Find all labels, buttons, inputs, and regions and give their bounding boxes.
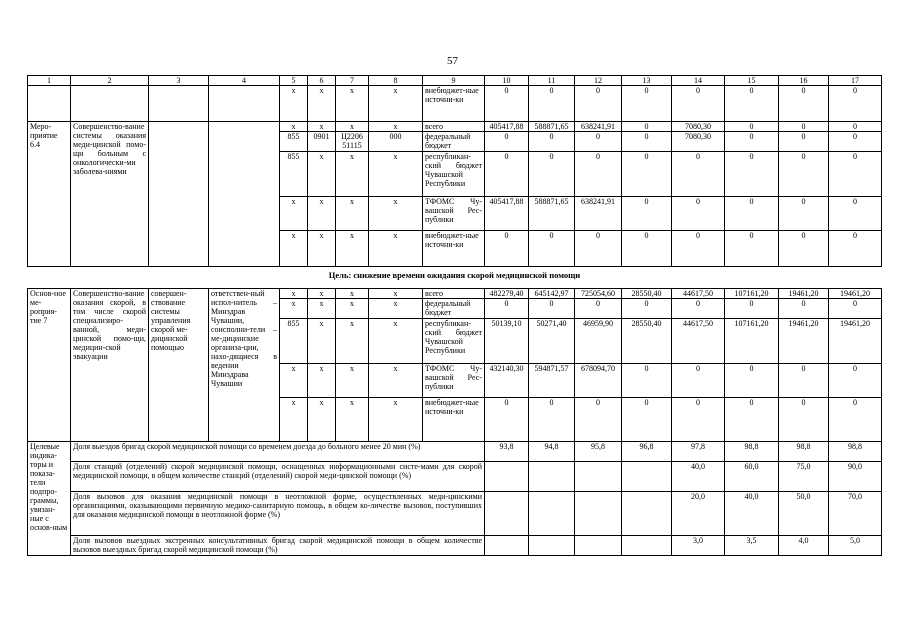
- code-cell: х: [280, 231, 308, 267]
- code-cell: х: [308, 364, 336, 398]
- value-cell: 0: [672, 197, 725, 231]
- empty-cell: [28, 86, 71, 122]
- code-cell: х: [280, 299, 308, 319]
- column-number: 15: [725, 76, 779, 86]
- value-cell: 0: [485, 132, 529, 152]
- indicator-value: 60,0: [725, 462, 779, 492]
- measure-name: Совершенство-вание оказания скорой, в том числе скорой специализиро-ванной, меди-цинской помо-щи, медицин-ской эвакуации: [71, 289, 149, 442]
- value-cell: 0: [575, 132, 622, 152]
- value-cell: 0: [485, 86, 529, 122]
- value-cell: 678094,70: [575, 364, 622, 398]
- funding-source: федеральный бюджет: [423, 132, 485, 152]
- indicator-value: [485, 536, 529, 556]
- code-cell: х: [369, 197, 423, 231]
- value-cell: 405417,88: [485, 197, 529, 231]
- value-cell: 0: [829, 122, 882, 132]
- value-cell: 44617,50: [672, 289, 725, 299]
- code-cell: х: [280, 86, 308, 122]
- column-number: 1: [28, 76, 71, 86]
- column-number-row: [28, 76, 882, 86]
- code-cell: х: [308, 398, 336, 442]
- code-cell: х: [280, 289, 308, 299]
- code-cell: х: [336, 86, 369, 122]
- value-cell: 645142,97: [529, 289, 575, 299]
- page-number: 57: [447, 55, 458, 67]
- value-cell: 0: [622, 86, 672, 122]
- value-cell: 0: [725, 86, 779, 122]
- indicator-row: [28, 536, 882, 556]
- value-cell: 588871,65: [529, 122, 575, 132]
- code-cell: Ц2206 51115: [336, 132, 369, 152]
- measure-name: Совершенство-вание системы оказания меди-цинской помо-щи больным с онкологически-ми заболева-ниями: [71, 122, 149, 267]
- value-cell: 107161,20: [725, 289, 779, 299]
- indicator-value: [529, 462, 575, 492]
- column-number: 6: [308, 76, 336, 86]
- value-cell: 0: [829, 132, 882, 152]
- value-cell: 0: [622, 398, 672, 442]
- value-cell: 0: [829, 152, 882, 197]
- value-cell: 638241,91: [575, 197, 622, 231]
- indicator-text: Доля вызовов выездных экстренных консультативных бригад скорой медицинской помощи в общем количестве вызовов выездных бригад скорой медицинской помощи (%): [71, 536, 485, 556]
- code-cell: х: [369, 319, 423, 364]
- value-cell: 0: [485, 398, 529, 442]
- code-cell: х: [369, 122, 423, 132]
- code-cell: х: [336, 364, 369, 398]
- value-cell: 46959,90: [575, 319, 622, 364]
- code-cell: х: [369, 86, 423, 122]
- indicator-value: [485, 462, 529, 492]
- value-cell: 0: [575, 231, 622, 267]
- value-cell: 0: [672, 231, 725, 267]
- indicator-value: 98,8: [779, 442, 829, 462]
- value-cell: 0: [725, 197, 779, 231]
- measure-label: Меро-приятие 6.4: [28, 122, 71, 267]
- funding-source: внебюджет-ные источни-ки: [423, 86, 485, 122]
- value-cell: 0: [779, 152, 829, 197]
- indicator-value: 5,0: [829, 536, 882, 556]
- indicator-value: 3,0: [672, 536, 725, 556]
- indicator-value: [575, 536, 622, 556]
- indicator-value: [529, 492, 575, 536]
- value-cell: 482279,40: [485, 289, 529, 299]
- funding-source: всего: [423, 122, 485, 132]
- indicator-value: 95,8: [575, 442, 622, 462]
- value-cell: 44617,50: [672, 319, 725, 364]
- code-cell: х: [336, 122, 369, 132]
- table-row: [28, 289, 882, 299]
- value-cell: 0: [529, 398, 575, 442]
- indicator-value: 96,8: [622, 442, 672, 462]
- value-cell: 50271,40: [529, 319, 575, 364]
- code-cell: 855: [280, 132, 308, 152]
- code-cell: х: [369, 299, 423, 319]
- column-number: 3: [149, 76, 209, 86]
- indicator-value: 40,0: [672, 462, 725, 492]
- value-cell: 0: [672, 398, 725, 442]
- column-number: 4: [209, 76, 280, 86]
- code-cell: х: [308, 319, 336, 364]
- indicator-text: Доля выездов бригад скорой медицинской помощи со временем доезда до больного менее 20 мин (%): [71, 442, 485, 462]
- responsible-executor: ответствен-ный испол-нитель – Минздрав Чувашии, соисполни-тели – ме-дицинские организа-ции, нахо-дящиеся в ведении Минздрава Чувашии: [209, 289, 280, 442]
- column-number: 8: [369, 76, 423, 86]
- value-cell: 0: [779, 231, 829, 267]
- column-number: 7: [336, 76, 369, 86]
- value-cell: 725054,60: [575, 289, 622, 299]
- value-cell: 0: [485, 231, 529, 267]
- value-cell: 0: [575, 152, 622, 197]
- funding-source: ТФОМС Чу-вашской Рес-публики: [423, 197, 485, 231]
- value-cell: 7080,30: [672, 132, 725, 152]
- value-cell: 107161,20: [725, 319, 779, 364]
- code-cell: х: [336, 319, 369, 364]
- code-cell: х: [308, 152, 336, 197]
- code-cell: х: [280, 122, 308, 132]
- indicator-value: [485, 492, 529, 536]
- indicator-text: Доля вызовов для оказания медицинской помощи в неотложной форме, осуществленных меди-цинскими организациями, оказывающими первичную медико-санитарную помощь, в общем ко-личестве вызовов, поступивших для оказания медицинской помощи в неотложной форме (%): [71, 492, 485, 536]
- code-cell: х: [308, 86, 336, 122]
- value-cell: 0: [829, 231, 882, 267]
- value-cell: 0: [779, 197, 829, 231]
- value-cell: 0: [529, 299, 575, 319]
- column-number: 11: [529, 76, 575, 86]
- value-cell: 19461,20: [829, 319, 882, 364]
- value-cell: 0: [725, 299, 779, 319]
- funding-source: республикан-ский бюджет Чувашской Республики: [423, 319, 485, 364]
- value-cell: 0: [622, 122, 672, 132]
- code-cell: 855: [280, 152, 308, 197]
- funding-source: федеральный бюджет: [423, 299, 485, 319]
- column-number: 14: [672, 76, 725, 86]
- code-cell: х: [308, 289, 336, 299]
- code-cell: х: [336, 289, 369, 299]
- indicator-value: [622, 536, 672, 556]
- code-cell: х: [369, 152, 423, 197]
- value-cell: 0: [575, 86, 622, 122]
- indicator-row: [28, 442, 882, 462]
- value-cell: 594871,57: [529, 364, 575, 398]
- value-cell: 638241,91: [575, 122, 622, 132]
- value-cell: 588871,65: [529, 197, 575, 231]
- indicator-value: 97,8: [672, 442, 725, 462]
- indicator-value: 70,0: [829, 492, 882, 536]
- funding-source: внебюджет-ные источни-ки: [423, 398, 485, 442]
- value-cell: 0: [672, 86, 725, 122]
- value-cell: 0: [725, 364, 779, 398]
- value-cell: 0: [725, 398, 779, 442]
- code-cell: х: [308, 197, 336, 231]
- code-cell: х: [280, 364, 308, 398]
- indicator-value: 40,0: [725, 492, 779, 536]
- column-number: 17: [829, 76, 882, 86]
- indicator-row: [28, 492, 882, 536]
- budget-table: [27, 75, 882, 556]
- table-row: [28, 122, 882, 132]
- value-cell: 0: [575, 299, 622, 319]
- value-cell: 19461,20: [779, 319, 829, 364]
- funding-source: внебюджет-ные источни-ки: [423, 231, 485, 267]
- value-cell: 0: [485, 299, 529, 319]
- value-cell: 0: [829, 364, 882, 398]
- column-number: 12: [575, 76, 622, 86]
- indicator-value: 3,5: [725, 536, 779, 556]
- column-number: 2: [71, 76, 149, 86]
- indicator-value: 75,0: [779, 462, 829, 492]
- value-cell: 0: [622, 231, 672, 267]
- indicator-value: [529, 536, 575, 556]
- code-cell: х: [308, 231, 336, 267]
- value-cell: 0: [529, 86, 575, 122]
- value-cell: 0: [529, 152, 575, 197]
- code-cell: х: [336, 197, 369, 231]
- empty-cell: [149, 86, 209, 122]
- value-cell: 0: [622, 132, 672, 152]
- column-number: 16: [779, 76, 829, 86]
- code-cell: х: [336, 299, 369, 319]
- code-cell: 855: [280, 319, 308, 364]
- value-cell: 0: [829, 299, 882, 319]
- indicator-value: 98,8: [829, 442, 882, 462]
- column-number: 9: [423, 76, 485, 86]
- value-cell: 0: [779, 86, 829, 122]
- indicator-value: 98,8: [725, 442, 779, 462]
- value-cell: 0: [779, 398, 829, 442]
- code-cell: х: [336, 231, 369, 267]
- value-cell: 50139,10: [485, 319, 529, 364]
- measure-label: Основ-ное ме-роприя-тие 7: [28, 289, 71, 442]
- code-cell: х: [308, 299, 336, 319]
- value-cell: 0: [725, 132, 779, 152]
- indicator-value: 20,0: [672, 492, 725, 536]
- indicator-row: [28, 462, 882, 492]
- value-cell: 0: [622, 364, 672, 398]
- empty-cell: [149, 122, 209, 267]
- code-cell: х: [369, 231, 423, 267]
- value-cell: 28550,40: [622, 289, 672, 299]
- code-cell: х: [336, 398, 369, 442]
- indicators-label: Целевые индика-торы и показа-тели подпро-граммы, увязан-ные с основ-ным: [28, 442, 71, 556]
- value-cell: 19461,20: [779, 289, 829, 299]
- table-row: [28, 86, 882, 122]
- value-cell: 0: [529, 132, 575, 152]
- code-cell: 0901: [308, 132, 336, 152]
- code-cell: х: [280, 197, 308, 231]
- value-cell: 0: [829, 86, 882, 122]
- indicator-value: 4,0: [779, 536, 829, 556]
- value-cell: 0: [725, 152, 779, 197]
- goal-row: [28, 267, 882, 289]
- value-cell: 432140,30: [485, 364, 529, 398]
- column-number: 13: [622, 76, 672, 86]
- value-cell: 0: [672, 364, 725, 398]
- value-cell: 0: [779, 132, 829, 152]
- value-cell: 0: [725, 122, 779, 132]
- expected-result: совершен-ствование системы управления скорой ме-дицинской помощью: [149, 289, 209, 442]
- goal-heading: Цель: снижение времени ожидания скорой медицинской помощи: [28, 267, 882, 289]
- value-cell: 0: [622, 299, 672, 319]
- code-cell: х: [336, 152, 369, 197]
- indicator-value: 94,8: [529, 442, 575, 462]
- code-cell: х: [308, 122, 336, 132]
- indicator-value: [575, 462, 622, 492]
- value-cell: 0: [779, 299, 829, 319]
- indicator-value: [575, 492, 622, 536]
- value-cell: 19461,20: [829, 289, 882, 299]
- value-cell: 0: [622, 197, 672, 231]
- table-body: [28, 76, 882, 556]
- value-cell: 0: [829, 398, 882, 442]
- code-cell: х: [369, 289, 423, 299]
- value-cell: 0: [725, 231, 779, 267]
- column-number: 5: [280, 76, 308, 86]
- indicator-value: 90,0: [829, 462, 882, 492]
- value-cell: 405417,88: [485, 122, 529, 132]
- value-cell: 0: [672, 299, 725, 319]
- value-cell: 0: [779, 364, 829, 398]
- indicator-text: Доля станций (отделений) скорой медицинской помощи, оснащенных информационными систе-мами для скорой медицинской помощи, в общем количестве станций (отделений) скорой меди-цинской помощи (%): [71, 462, 485, 492]
- value-cell: 0: [672, 152, 725, 197]
- empty-cell: [71, 86, 149, 122]
- indicator-value: [622, 492, 672, 536]
- column-number: 10: [485, 76, 529, 86]
- empty-cell: [209, 122, 280, 267]
- funding-source: республикан-ский бюджет Чувашской Республики: [423, 152, 485, 197]
- value-cell: 0: [485, 152, 529, 197]
- value-cell: 28550,40: [622, 319, 672, 364]
- code-cell: х: [280, 398, 308, 442]
- value-cell: 7080,30: [672, 122, 725, 132]
- value-cell: 0: [779, 122, 829, 132]
- value-cell: 0: [829, 197, 882, 231]
- funding-source: ТФОМС Чу-вашской Рес-публики: [423, 364, 485, 398]
- value-cell: 0: [622, 152, 672, 197]
- value-cell: 0: [529, 231, 575, 267]
- value-cell: 0: [575, 398, 622, 442]
- funding-source: всего: [423, 289, 485, 299]
- indicator-value: 93,8: [485, 442, 529, 462]
- indicator-value: 50,0: [779, 492, 829, 536]
- empty-cell: [209, 86, 280, 122]
- code-cell: х: [369, 364, 423, 398]
- code-cell: х: [369, 398, 423, 442]
- indicator-value: [622, 462, 672, 492]
- code-cell: 000: [369, 132, 423, 152]
